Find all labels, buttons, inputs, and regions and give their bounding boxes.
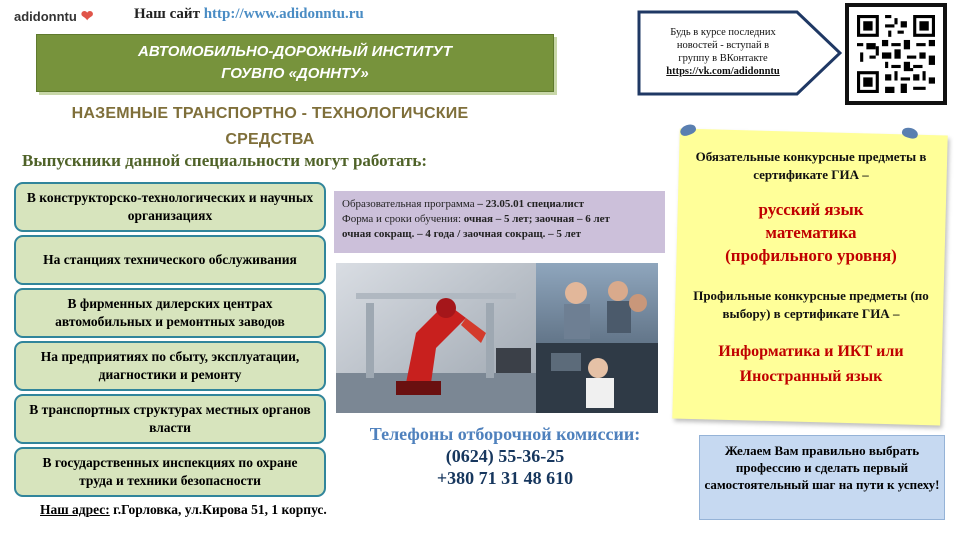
students-workshop-photo (536, 263, 658, 413)
elective-subjects (684, 339, 938, 389)
specialty-line-2: СРЕДСТВА (225, 131, 315, 148)
job-item: В транспортных структурах местных органов власти (14, 394, 326, 444)
vk-callout (648, 26, 798, 78)
logo[interactable] (14, 7, 93, 25)
required-title: Обязательные конкурсные предметы в сертификате ГИА – (695, 149, 927, 182)
robot-factory-photo (336, 263, 536, 413)
address-label: Наш адрес: (40, 502, 110, 517)
site-url-link[interactable]: http://www.adidonntu.ru (203, 6, 364, 22)
logo-text: adidonntu (14, 8, 77, 24)
elective-subject: Информатика и ИКТ или (718, 343, 904, 360)
required-subject: русский язык (758, 200, 864, 219)
vk-link[interactable]: https://vk.com/adidonntu (666, 66, 780, 77)
address-value: г.Горловка, ул.Кирова 51, 1 корпус. (113, 502, 327, 517)
program-info (334, 191, 665, 253)
vk-text-2: новостей - вступай в (676, 40, 770, 51)
specialty-title (40, 101, 500, 153)
site-label: Наш сайт (134, 6, 200, 22)
required-subject-note: (профильного уровня) (725, 246, 897, 265)
phones-title: Телефоны отборочной комиссии: (369, 424, 641, 444)
elective-subject: Иностранный язык (739, 368, 883, 385)
graduates-title: Выпускники данной специальности могут работать: (22, 151, 428, 170)
form-values: очная – 5 лет; заочная – 6 лет (463, 213, 610, 225)
subjects-text (684, 142, 938, 389)
job-item: В конструкторско-технологических и научных организациях (14, 182, 326, 232)
site-line (134, 6, 364, 23)
required-subjects (684, 198, 938, 267)
phone-number[interactable]: (0624) 55-36-25 (445, 446, 565, 466)
wish-box: Желаем Вам правильно выбрать профессию и сделать первый самостоятельный шаг на пути к успеху! (699, 435, 945, 520)
vk-text-1: Будь в курсе последних (670, 27, 776, 38)
qr-code-icon[interactable] (845, 3, 947, 105)
job-item: В государственных инспекциях по охране труда и техники безопасности (14, 447, 326, 497)
phone-number[interactable]: +380 71 31 48 610 (436, 468, 574, 488)
required-subject: математика (765, 223, 857, 242)
phones-block (350, 423, 660, 489)
job-item: На станциях технического обслуживания (14, 235, 326, 285)
elective-title: Профильные конкурсные предметы (по выбору) в сертификате ГИА – (693, 288, 929, 321)
address (40, 502, 327, 518)
photo-collage (336, 263, 658, 413)
program-code: – 23.05.01 специалист (477, 198, 585, 210)
job-item: На предприятиях по сбыту, эксплуатации, диагностики и ремонту (14, 341, 326, 391)
institute-name: АВТОМОБИЛЬНО-ДОРОЖНЫЙ ИНСТИТУТ (138, 43, 452, 60)
institute-org: ГОУВПО «ДОННТУ» (221, 65, 369, 82)
program-prefix: Образовательная программа (342, 198, 475, 210)
form-prefix: Форма и сроки обучения: (342, 213, 462, 225)
vk-text-3: группу в ВКонтакте (678, 53, 768, 64)
job-item: В фирменных дилерских центрах автомобильных и ремонтных заводов (14, 288, 326, 338)
specialty-line-1: НАЗЕМНЫЕ ТРАНСПОРТНО - ТЕХНОЛОГИЧСКИЕ (71, 105, 469, 122)
heart-icon: ❤ (80, 8, 94, 25)
form-short: очная сокращ. – 4 года / заочная сокращ. – 5 лет (342, 228, 582, 240)
institute-banner (36, 34, 554, 92)
